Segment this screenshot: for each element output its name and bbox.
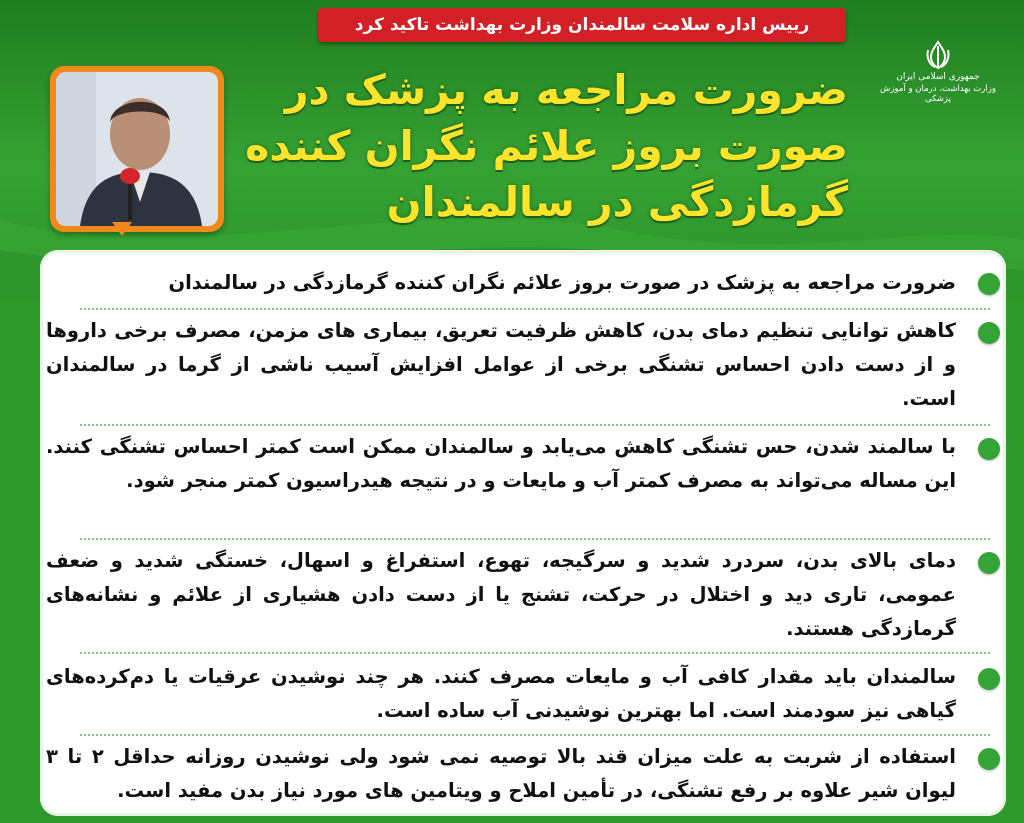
content-card [40, 250, 1006, 816]
header-banner: رییس اداره سلامت سالمندان وزارت بهداشت تاکید کرد [318, 8, 846, 42]
headline-line-3: گرمازدگی در سالمندان [386, 178, 848, 226]
headline-line-2: صورت بروز علائم نگران کننده [245, 122, 848, 170]
list-item: با سالمند شدن، حس تشنگی کاهش می‌یابد و سالمندان ممکن است کمتر احساس تشنگی کنند. این مساله می‌تواند به مصرف کمتر آب و مایعات و در نتیجه هیدراسیون کمتر منجر شود. [46, 435, 956, 492]
divider [80, 308, 990, 310]
list-item: ضرورت مراجعه به پزشک در صورت بروز علائم نگران کننده گرمازدگی در سالمندان [168, 271, 956, 294]
divider [80, 538, 990, 540]
list-item: سالمندان باید مقدار کافی آب و مایعات مصرف کنند. هر چند نوشیدن عرقیات یا دم‌کرده‌های گیاهی نیز سودمند است. اما بهترین نوشیدنی آب ساده است. [46, 665, 956, 722]
divider [80, 734, 990, 736]
list-item: کاهش توانایی تنظیم دمای بدن، کاهش ظرفیت تعریق، بیماری های مزمن، مصرف برخی داروها و از دست دادن احساس تشنگی برخی از عوامل افزایش آسیب ناشی از گرما در سالمندان است. [46, 319, 956, 410]
ministry-logo [868, 40, 1008, 120]
photo-frame-tail [112, 222, 132, 236]
headline-line-1: ضرورت مراجعه به پزشک در [284, 66, 848, 114]
speaker-photo-frame [50, 66, 224, 232]
list-item: دمای بالای بدن، سردرد شدید و سرگیجه، تهوع، استفراغ و اسهال، خستگی شدید و ضعف عمومی، تاری دید و اختلال در حرکت، تشنج یا از دست دادن هشیاری از علائم و نشانه‌های گرمازدگی هستند. [46, 549, 956, 640]
logo-line-2: وزارت بهداشت، درمان و آموزش پزشکی [880, 84, 996, 104]
divider [80, 652, 990, 654]
speaker-photo [56, 72, 218, 226]
divider [80, 424, 990, 426]
emblem-icon [925, 40, 951, 70]
list-item: استفاده از شربت به علت میزان قند بالا توصیه نمی شود ولی نوشیدن روزانه حداقل ۲ تا ۳ لیوان شیر علاوه بر رفع تشنگی، در تأمین املاح و ویتامین های مورد نیاز بدن مفید است. [46, 745, 956, 802]
headline [240, 62, 848, 234]
logo-line-1: جمهوری اسلامی ایران [896, 72, 980, 82]
